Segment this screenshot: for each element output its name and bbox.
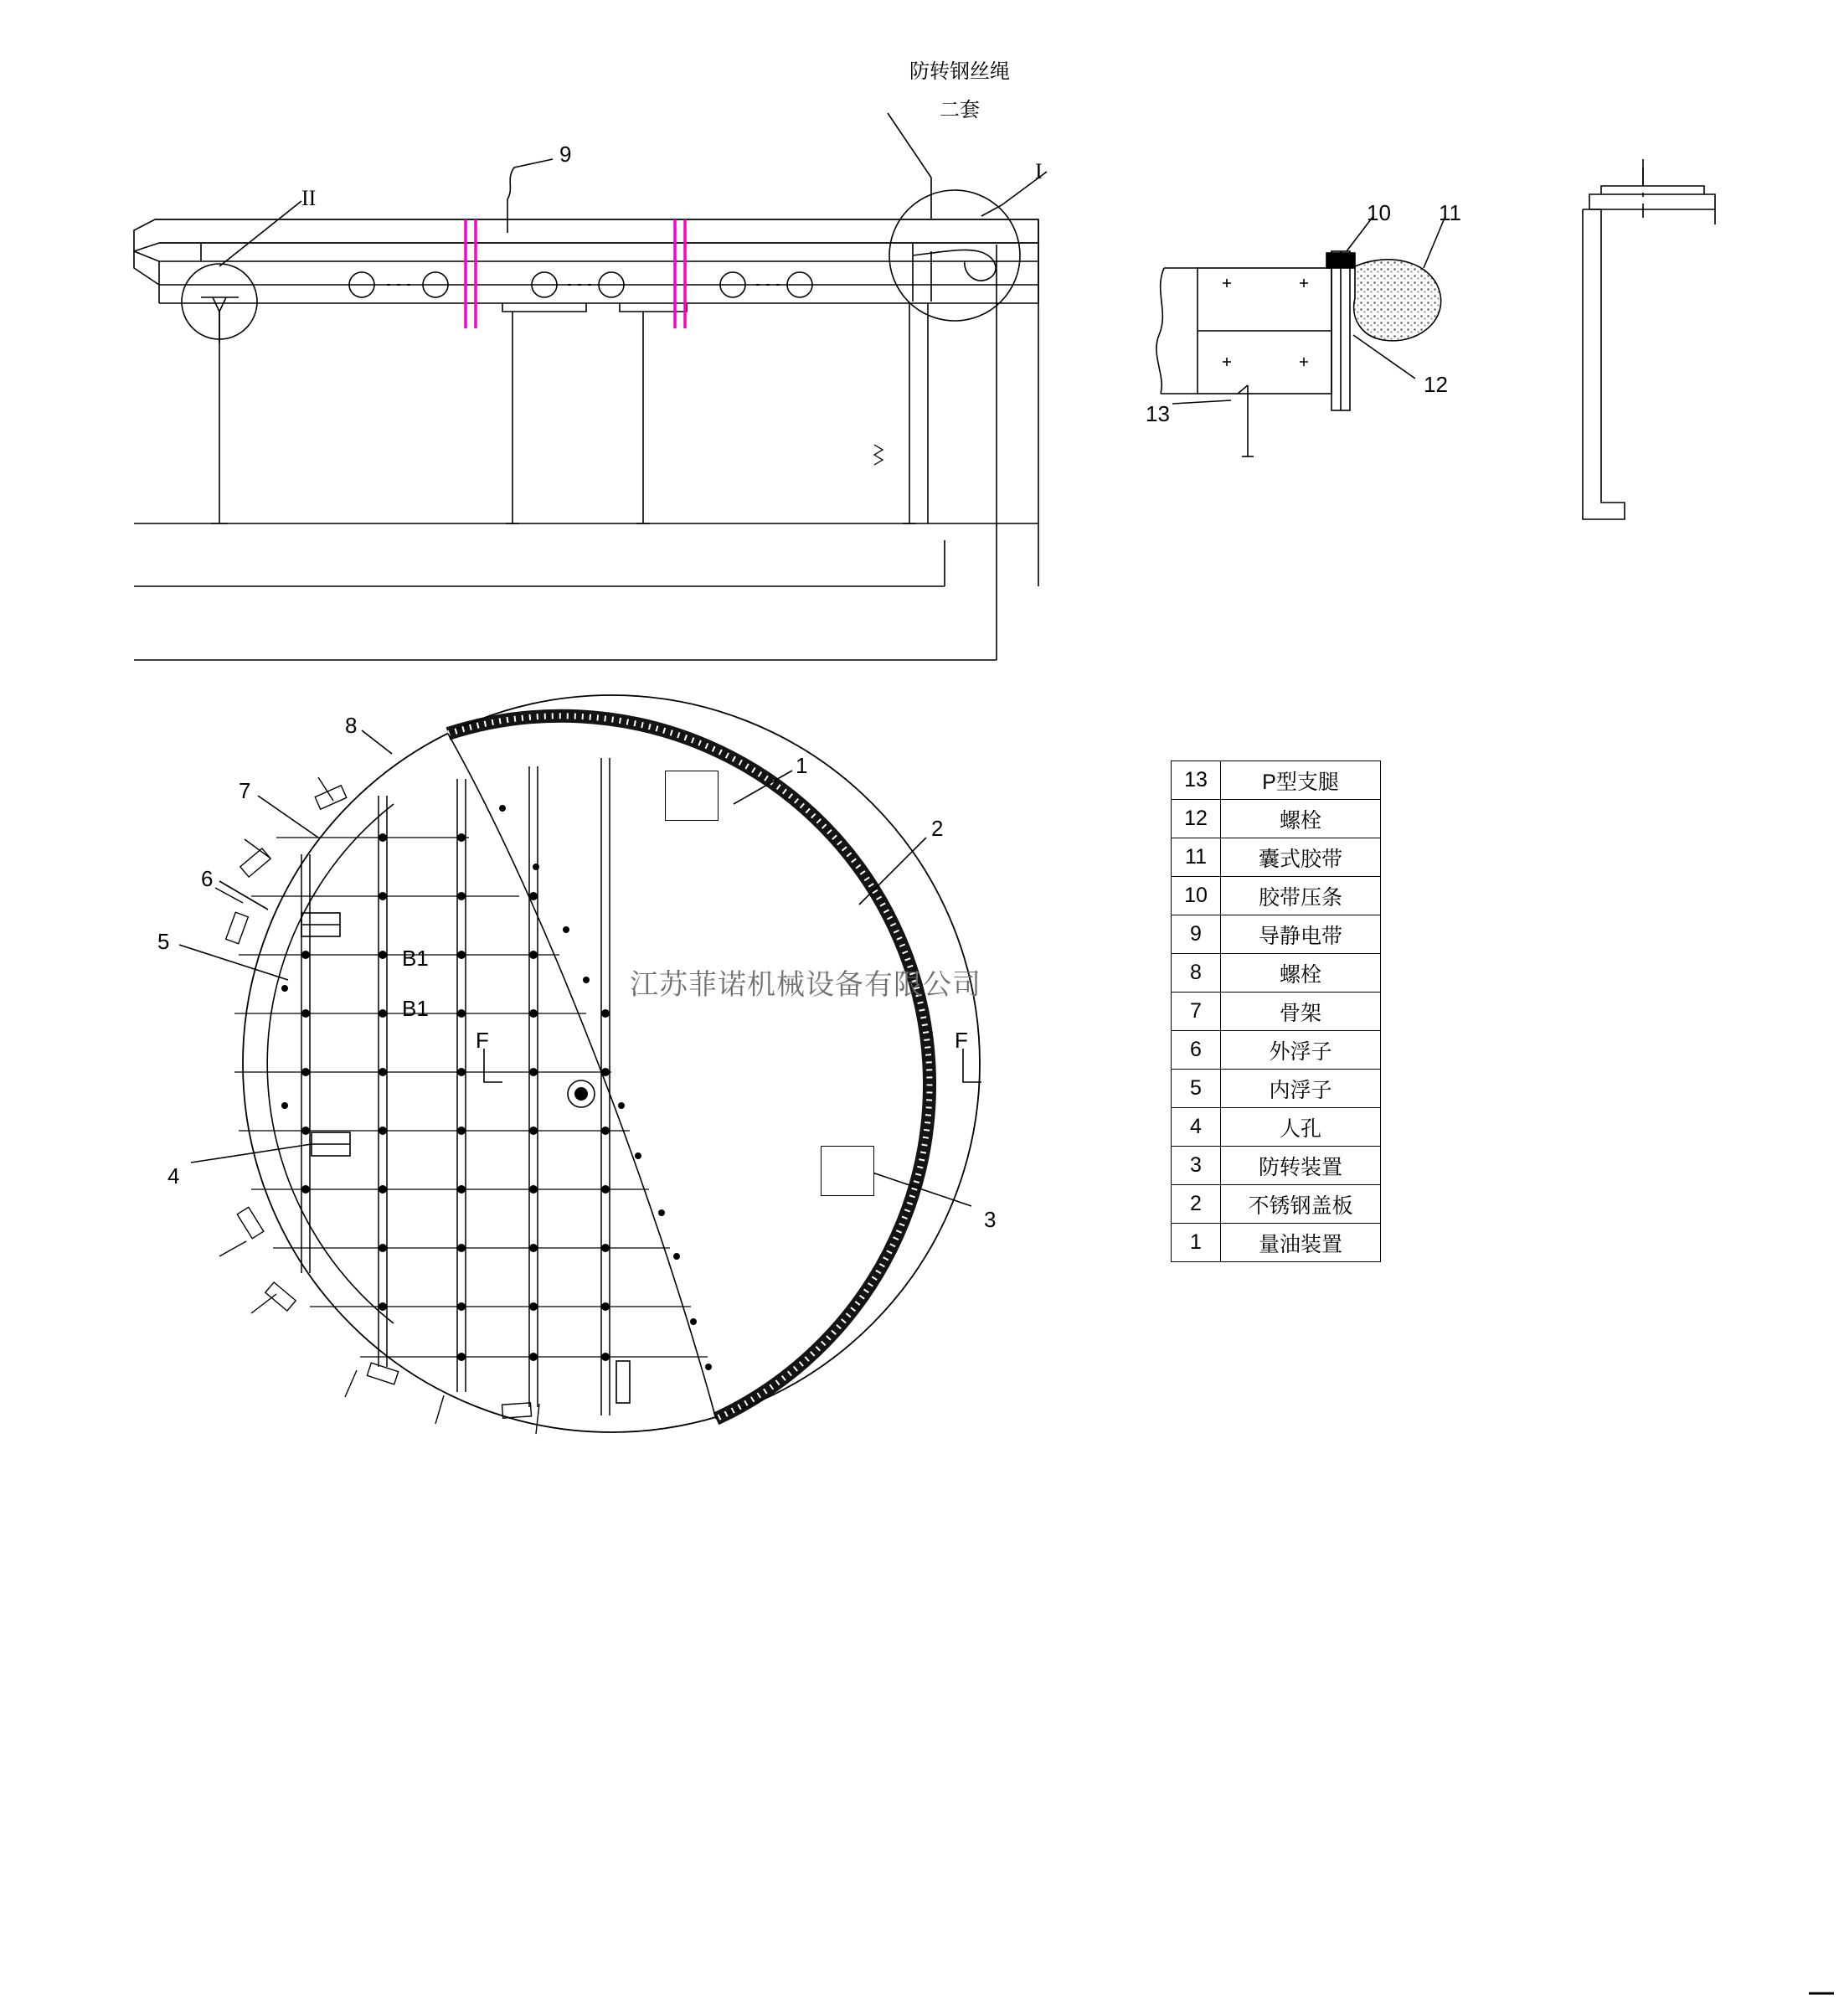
- callout-3: 3: [984, 1207, 997, 1232]
- part-name: 外浮子: [1221, 1031, 1381, 1070]
- part-name: 囊式胶带: [1221, 838, 1381, 877]
- p-leg-section-view: [1583, 159, 1715, 519]
- panel-label-b1-upper: B1: [402, 946, 429, 971]
- part-name: 人孔: [1221, 1108, 1381, 1147]
- part-name: 胶带压条: [1221, 877, 1381, 915]
- section-mark-f-left: F: [476, 1028, 489, 1053]
- callout-10: 10: [1367, 200, 1391, 225]
- part-number: 10: [1172, 877, 1221, 915]
- part-name: 内浮子: [1221, 1070, 1381, 1108]
- note-anti-rotation-cable-qty: 二套: [940, 99, 980, 121]
- part-number: 5: [1172, 1070, 1221, 1108]
- tag-box-anti-rotation: [821, 1146, 874, 1196]
- table-row: [1172, 838, 1381, 877]
- part-number: 13: [1172, 761, 1221, 800]
- table-row: [1172, 1185, 1381, 1224]
- parts-list-body: [1172, 761, 1381, 1262]
- part-number: 12: [1172, 800, 1221, 838]
- part-number: 6: [1172, 1031, 1221, 1070]
- part-number: 4: [1172, 1108, 1221, 1147]
- part-name: 骨架: [1221, 993, 1381, 1031]
- part-number: 7: [1172, 993, 1221, 1031]
- table-row: [1172, 915, 1381, 954]
- callout-5: 5: [157, 929, 170, 954]
- section-mark-I: I: [1035, 159, 1043, 183]
- part-name: 螺栓: [1221, 800, 1381, 838]
- elevation-view: [134, 113, 1047, 660]
- callout-9: 9: [559, 142, 572, 167]
- table-row: [1172, 761, 1381, 800]
- callout-8: 8: [345, 713, 358, 738]
- part-number: 11: [1172, 838, 1221, 877]
- callout-13: 13: [1146, 401, 1170, 426]
- parts-list-table: [1171, 761, 1381, 1262]
- callout-6: 6: [201, 866, 214, 891]
- part-name: 不锈钢盖板: [1221, 1185, 1381, 1224]
- callout-7: 7: [239, 778, 251, 803]
- part-number: 2: [1172, 1185, 1221, 1224]
- part-number: 1: [1172, 1224, 1221, 1262]
- callout-2: 2: [931, 816, 944, 841]
- part-name: 防转装置: [1221, 1147, 1381, 1185]
- callout-12: 12: [1424, 372, 1448, 397]
- callout-1: 1: [796, 753, 808, 778]
- tag-box-gauge-device: [665, 771, 719, 821]
- part-name: P型支腿: [1221, 761, 1381, 800]
- panel-label-b1-lower: B1: [402, 996, 429, 1021]
- part-number: 8: [1172, 954, 1221, 993]
- note-anti-rotation-cable: 防转钢丝绳: [909, 60, 1010, 83]
- part-name: 量油装置: [1221, 1224, 1381, 1262]
- part-number: 9: [1172, 915, 1221, 954]
- table-row: [1172, 1031, 1381, 1070]
- company-watermark: 江苏菲诺机械设备有限公司: [630, 969, 981, 1001]
- callout-11: 11: [1439, 200, 1461, 225]
- table-row: [1172, 1224, 1381, 1262]
- part-number: 3: [1172, 1147, 1221, 1185]
- table-row: [1172, 993, 1381, 1031]
- callout-4: 4: [167, 1163, 180, 1188]
- table-row: [1172, 877, 1381, 915]
- part-name: 螺栓: [1221, 954, 1381, 993]
- table-row: [1172, 1147, 1381, 1185]
- plan-view: [179, 695, 981, 1434]
- table-row: [1172, 1070, 1381, 1108]
- section-mark-II: II: [301, 186, 317, 210]
- detail-I-view: [1156, 216, 1445, 456]
- table-row: [1172, 1108, 1381, 1147]
- part-name: 导静电带: [1221, 915, 1381, 954]
- table-row: [1172, 800, 1381, 838]
- section-mark-f-right: F: [955, 1028, 968, 1053]
- table-row: [1172, 954, 1381, 993]
